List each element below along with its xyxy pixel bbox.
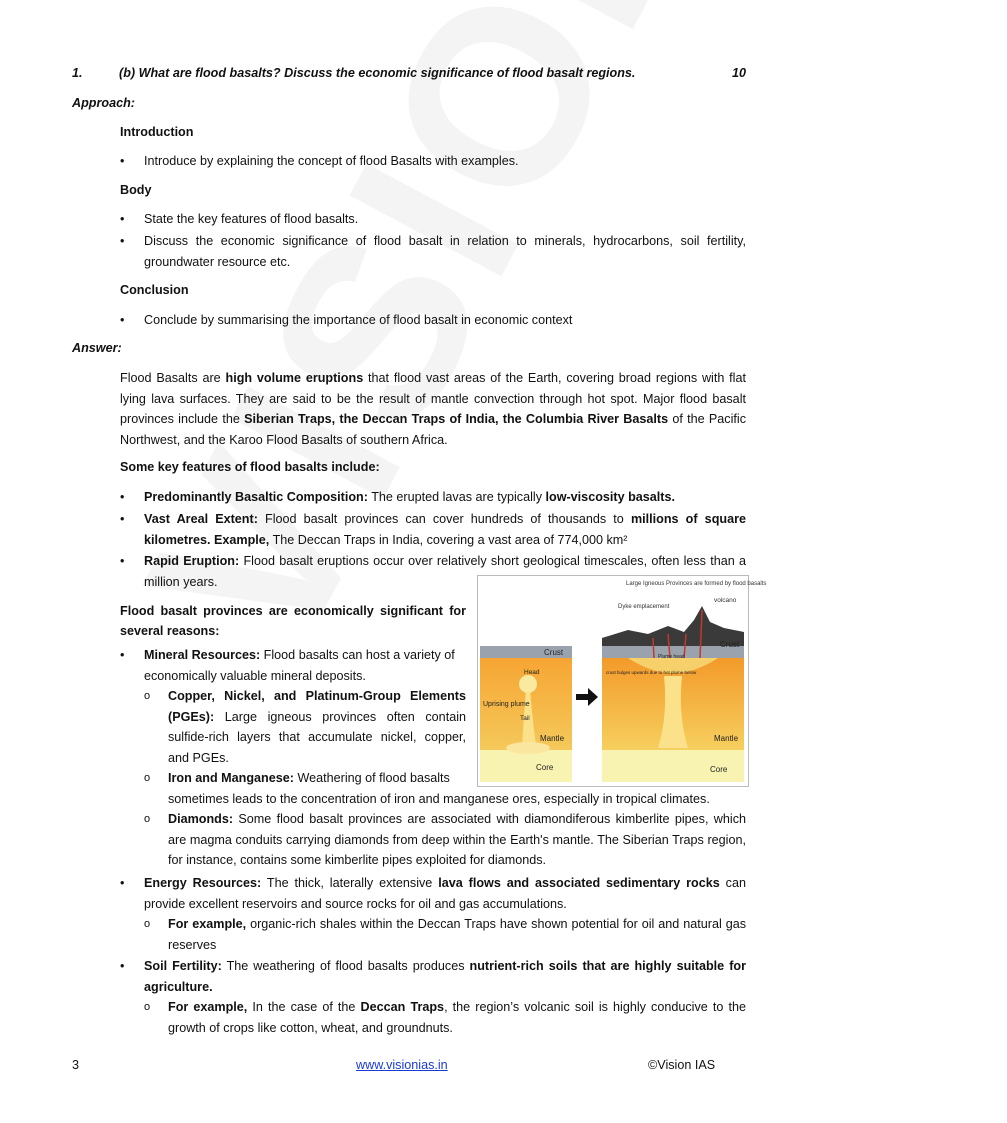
- feature-item: • Vast Areal Extent: Flood basalt provinces can cover hundreds of thousands to millions of square kilometres. Example, The Deccan Traps in India, covering a vast area of 774,000 km²: [120, 512, 746, 547]
- mineral-sub-item: o Diamonds: Some flood basalt provinces are associated with diamondiferous kimberlite pipes, which are magma conduits carrying diamonds from deep within the Earth's mantle. The Siberian Traps region, for instance, contains some kimberlite pipes exploited for diamonds.: [144, 812, 746, 867]
- features-heading: Some key features of flood basalts include:: [120, 460, 380, 474]
- head-label: Head: [524, 669, 540, 676]
- answer-paragraph: Flood Basalts are high volume eruptions that flood vast areas of the Earth, covering broad regions with flat lying lava surfaces. They are said to be the result of mantle convection through hot spot. Major flood basalt provinces include the Siberian Traps, the Deccan Traps of India, the Columbia River Basalts of the Pacific Northwest, and the Karoo Flood Basalts of southern Africa.: [120, 371, 746, 447]
- diagram-svg: [478, 576, 767, 786]
- intro-heading: Introduction: [120, 125, 194, 139]
- feature-item: • Predominantly Basaltic Composition: The erupted lavas are typically low-viscosity basalts.: [120, 490, 675, 504]
- body-bullet: • State the key features of flood basalts.: [120, 212, 359, 226]
- arrow-icon: [576, 688, 598, 706]
- approach-heading: Approach:: [72, 96, 135, 110]
- copyright: ©Vision IAS: [648, 1058, 716, 1072]
- website-link[interactable]: www.visionias.in: [356, 1058, 448, 1072]
- energy-item: • Energy Resources: The thick, laterally extensive lava flows and associated sedimentary rocks can provide excellent reservoirs and source rocks for oil and gas accumulations.: [120, 876, 746, 911]
- body-heading: Body: [120, 183, 152, 197]
- right-crust-label: Crust: [720, 640, 740, 649]
- conclusion-bullet: • Conclude by summarising the importance of flood basalt in economic context: [120, 313, 573, 327]
- flood-basalt-diagram: [477, 575, 767, 787]
- right-core-label: Core: [710, 765, 728, 774]
- tail-label: Tail: [520, 715, 530, 722]
- page-number: 3: [72, 1058, 80, 1072]
- plume-head: [519, 675, 537, 693]
- volcano-label: volcano: [714, 597, 737, 604]
- right-mantle-label: Mantle: [714, 734, 739, 743]
- soil-item: • Soil Fertility: The weathering of flood basalts produces nutrient-rich soils that are highly suitable for agriculture.: [120, 959, 746, 994]
- energy-sub-item: o For example, organic-rich shales within the Deccan Traps have shown potential for oil and natural gas reserves: [144, 917, 747, 952]
- plume-head-label: Plume head: [658, 654, 685, 660]
- question-text: (b) What are flood basalts? Discuss the economic significance of flood basalt regions.: [119, 66, 636, 80]
- left-mantle-label: Mantle: [540, 734, 565, 743]
- diagram-title: Large Igneous Provinces are formed by flood basalts: [626, 581, 767, 587]
- question-marks: 10: [731, 66, 746, 80]
- conclusion-heading: Conclusion: [120, 283, 189, 297]
- plume-label: Uprising plume: [483, 701, 530, 708]
- body-bullet: • Discuss the economic significance of flood basalt in relation to minerals, hydrocarbons, soil fertility, groundwater resource etc.: [120, 234, 746, 269]
- mineral-item: • Mineral Resources: Flood basalts can host a variety of economically valuable mineral deposits.: [120, 648, 455, 683]
- intro-bullet: • Introduce by explaining the concept of flood Basalts with examples.: [120, 154, 519, 168]
- question-number: 1.: [72, 66, 83, 80]
- plume-base: [506, 742, 550, 754]
- bulge-label: crust bulges upwards due to hot plume below: [606, 670, 697, 675]
- feature-item: • Rapid Eruption: Flood basalt eruptions occur over relatively short geological timescales, often less than a million years.: [120, 554, 746, 589]
- mineral-sub-item: o Copper, Nickel, and Platinum-Group Elements (PGEs): Large igneous provinces often contain sulfide-rich layers that accumulate nickel, copper, and PGEs.: [144, 689, 466, 765]
- iron-text: Iron and Manganese: Weathering of flood basalts sometimes leads to the concentration of iron and manganese ores, especially in tropical climates.: [168, 771, 710, 806]
- answer-heading: Answer:: [72, 341, 122, 355]
- soil-sub-item: o For example, In the case of the Deccan Traps, the region’s volcanic soil is highly conducive to the growth of crops like cotton, wheat, and groundnuts.: [144, 1000, 746, 1035]
- left-core-label: Core: [536, 763, 554, 772]
- econ-heading: Flood basalt provinces are economically significant for several reasons:: [120, 604, 466, 638]
- dyke-label: Dyke emplacement: [618, 604, 670, 610]
- left-crust-label: Crust: [544, 648, 564, 657]
